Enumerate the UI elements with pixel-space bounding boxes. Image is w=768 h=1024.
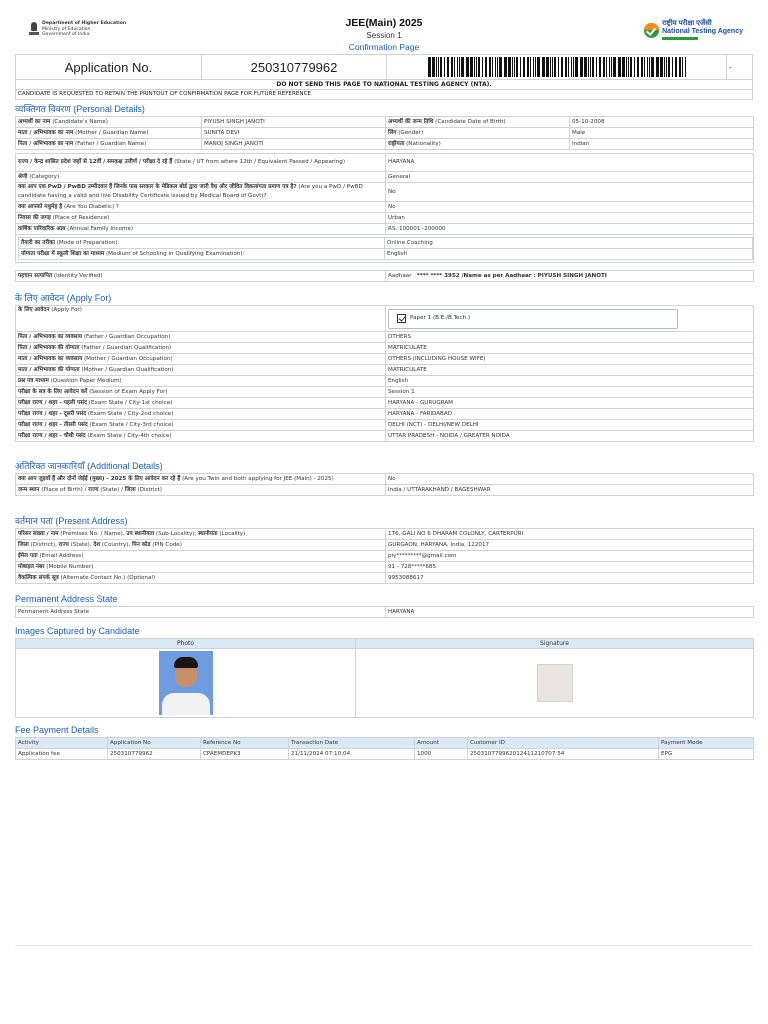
table-row	[16, 263, 754, 271]
barcode-bar	[428, 57, 431, 77]
spacer	[16, 263, 754, 271]
present-address-table	[15, 528, 754, 584]
field-label: अभ्यर्थी की जन्म तिथि (Candidate Date of Birth)	[386, 117, 570, 128]
field-label: जिला (District), राज्य (State), देश (Country), पिन कोड (PIN Code)	[16, 540, 386, 551]
field-label: परीक्षा राज्य / शहर - तीसरी पसंद (Exam State / City-3rd choice)	[16, 420, 386, 431]
barcode-bar	[664, 57, 665, 77]
barcode-bar	[565, 57, 567, 77]
annual-income: RS. 100001 -200000	[386, 224, 754, 235]
title-block	[15, 17, 753, 52]
table-row	[16, 183, 754, 202]
barcode-bar	[651, 57, 654, 77]
barcode-bar	[527, 57, 529, 77]
barcode-bar	[552, 57, 553, 77]
field-label: परीक्षा के सत्र के लिए आवेदन करें (Session of Exam Apply For)	[16, 387, 386, 398]
barcode-bar	[606, 57, 607, 77]
exam-title: JEE(Main) 2025	[345, 17, 423, 29]
barcode-bar	[644, 57, 645, 77]
place-of-residence: Urban	[386, 213, 754, 224]
place-of-birth: India / UTTARAKHAND / BAGESHWAR	[386, 485, 754, 496]
barcode-bar	[492, 57, 493, 77]
apply-for-value	[386, 306, 754, 332]
table-row	[16, 235, 754, 263]
city-choice-3: DELHI (NCT) - DELHI/NEW DELHI	[386, 420, 754, 431]
barcode-bar	[592, 57, 594, 77]
barcode-bar	[611, 57, 612, 77]
field-label: क्या आप एक PwD / PwBD उम्मीदवार हैं जिनके पास सरकार के मेडिकल बोर्ड द्वारा जारी वैध और जीवित विकलांगता प्रमाण पत्र है? (Are you a PwD / PwBD candidate having a valid and live Disability Certificate issued by Medical Board of Govt)?	[16, 183, 386, 202]
table-row	[16, 172, 754, 183]
field-label: क्या आप जुड़वाँ हैं और दोनों जेईई (मुख्य) - 2025 के लिए आवेदन कर रहे हैं (Are you Twin and both applying for JEE (Main) - 2025)	[16, 474, 386, 485]
fee-payment-table	[15, 737, 754, 760]
fee-table-body	[16, 749, 754, 760]
barcode-bar	[489, 57, 491, 77]
barcode-bar	[679, 57, 681, 77]
fee-column-header: Activity	[16, 738, 108, 749]
field-label: जन्म स्थान (Place of Birth) / राज्य (State) / जिला (District)	[16, 485, 386, 496]
barcode-bar	[575, 57, 578, 77]
table-row	[16, 485, 754, 496]
barcode-bar	[476, 57, 477, 77]
nta-hindi: राष्ट्रीय परीक्षा एजेंसी	[662, 20, 712, 27]
table-row	[16, 649, 754, 718]
candidate-photo	[159, 651, 213, 715]
signature-header: Signature	[356, 639, 754, 649]
barcode-bar	[558, 57, 559, 77]
barcode-bar	[508, 57, 511, 77]
barcode-image	[428, 57, 686, 77]
field-label: मोबाइल नंबर (Mobile Number)	[16, 562, 386, 573]
fee-cell: CPAEMDEPK3	[201, 749, 289, 760]
barcode-bar	[436, 57, 437, 77]
mother-qualification: MATRICULATE	[386, 365, 754, 376]
mother-occupation: OTHERS (INCLUDING HOUSE WIFE)	[386, 354, 754, 365]
barcode-bar	[451, 57, 453, 77]
field-label: परिसर संख्या / नाम (Premises No. / Name), उप स्थानीयता (Sub-Locality), स्थानीयता (Locality)	[16, 529, 386, 540]
field-label: के लिए आवेदन (Apply For)	[16, 306, 386, 332]
barcode-bar	[588, 57, 589, 77]
field-label: निवास की जगह (Place of Residence)	[16, 213, 386, 224]
barcode-bar	[447, 57, 449, 77]
field-label: पहचान सत्यापित (Identity Verified)	[16, 271, 386, 282]
barcode	[387, 55, 727, 79]
application-number-value: 250310779962	[202, 55, 387, 79]
barcode-bar	[660, 57, 663, 77]
barcode-bar	[533, 57, 534, 77]
barcode-bar	[628, 57, 629, 77]
table-row	[16, 365, 754, 376]
photo-cell	[16, 649, 356, 718]
city-choice-1: HARYANA - GURUGRAM	[386, 398, 754, 409]
fee-cell: Application fee	[16, 749, 108, 760]
city-choice-4: UTTAR PRADESH - NOIDA / GREATER NOIDA	[386, 431, 754, 442]
page-subtitle: Confirmation Page	[348, 42, 420, 52]
identity-verified: Aadhaar **** **** 3952 /Name as per Aadhaar : PIYUSH SINGH JANOTI	[386, 271, 754, 282]
barcode-bar	[603, 57, 605, 77]
field-label: माता / अभिभावक का व्यवसाय (Mother / Guardian Occupation)	[16, 354, 386, 365]
gender: Male	[570, 128, 754, 139]
exam-session: Session 1	[386, 387, 754, 398]
district-state-pin: GURGAON, HARYANA, India, 122017	[386, 540, 754, 551]
field-label: राष्ट्रीयता (Nationality)	[386, 139, 570, 150]
mobile-number: 91 - 728*****685	[386, 562, 754, 573]
field-label: माता / अभिभावक का नाम (Mother / Guardian Name)	[16, 128, 202, 139]
field-label: Permanent Address State	[16, 607, 386, 618]
father-occupation: OTHERS	[386, 332, 754, 343]
barcode-bar	[504, 57, 507, 77]
page-header	[15, 14, 753, 54]
field-label: श्रेणी (Category)	[16, 172, 386, 183]
barcode-bar	[672, 57, 673, 77]
barcode-bar	[626, 57, 627, 77]
mother-name: SUNITA DEVI	[202, 128, 386, 139]
field-label: परीक्षा राज्य / शहर - चौथी पसंद (Exam State / City-4th choice)	[16, 431, 386, 442]
permanent-address-table	[15, 606, 754, 618]
signature-cell	[356, 649, 754, 718]
apply-for-heading: के लिए आवेदन (Apply For)	[15, 293, 112, 303]
barcode-bar	[596, 57, 597, 77]
application-number-label: Application No.	[16, 55, 202, 79]
father-qualification: MATRICULATE	[386, 343, 754, 354]
additional-details-heading: अतिरिक्त जानकारियाँ (Additional Details)	[15, 461, 163, 471]
fee-column-header: Transaction Date	[289, 738, 415, 749]
notice-banner: DO NOT SEND THIS PAGE TO NATIONAL TESTING AGENCY (NTA).	[15, 80, 753, 90]
fee-column-header: Payment Mode	[659, 738, 754, 749]
fee-cell: 1000	[415, 749, 468, 760]
barcode-bar	[637, 57, 639, 77]
table-row	[16, 749, 754, 760]
barcode-bar	[641, 57, 643, 77]
moe-line1: Department of Higher Education	[42, 21, 127, 26]
fee-column-header: Application No	[108, 738, 201, 749]
barcode-bar	[457, 57, 458, 77]
personal-details-table-2	[15, 153, 754, 282]
paper-1-label: Paper 1 (B.E./B.Tech.)	[410, 315, 471, 321]
field-label: पिता / अभिभावक का नाम (Father / Guardian Name)	[16, 139, 202, 150]
table-row	[19, 249, 753, 260]
apply-for-table	[15, 305, 754, 442]
application-number-trailing: -	[729, 62, 732, 72]
nationality: Indian	[570, 139, 754, 150]
additional-details-table	[15, 473, 754, 496]
photo-header: Photo	[16, 639, 356, 649]
diabetic-status: No	[386, 202, 754, 213]
table-row	[16, 128, 754, 139]
nta-tagline-bar	[662, 37, 698, 40]
schooling-medium: English	[385, 249, 753, 260]
father-name: MANOJ SINGH JANOTI	[202, 139, 386, 150]
table-row	[16, 343, 754, 354]
barcode-bar	[630, 57, 632, 77]
candidate-name: PIYUSH SINGH JANOTI	[202, 117, 386, 128]
barcode-bar	[523, 57, 525, 77]
field-label: योग्यता परीक्षा में स्कूली शिक्षा का माध्यम (Medium of Schooling in Qualifying Examination):	[19, 249, 385, 260]
barcode-bar	[485, 57, 487, 77]
table-row	[16, 474, 754, 485]
table-row	[16, 551, 754, 562]
field-label: पिता / अभिभावक की योग्यता (Father / Guardian Qualification)	[16, 343, 386, 354]
field-label: लिंग (Gender)	[386, 128, 570, 139]
moe-line3: Government of India	[42, 32, 90, 37]
barcode-bar	[432, 57, 435, 77]
retain-notice: CANDIDATE IS REQUESTED TO RETAIN THE PRINTOUT OF CONFIRMATION PAGE FOR FUTURE REFERENCE.	[15, 90, 753, 100]
question-paper-medium: English	[386, 376, 754, 387]
candidate-dob: 05-10-2008	[570, 117, 754, 128]
fee-column-header: Reference No	[201, 738, 289, 749]
barcode-bar	[499, 57, 502, 77]
permanent-state: HARYANA	[386, 607, 754, 618]
permanent-address-heading: Permanent Address State	[15, 594, 118, 604]
fee-column-header: Customer ID	[468, 738, 659, 749]
barcode-bar	[482, 57, 483, 77]
barcode-bar	[590, 57, 591, 77]
table-row	[16, 224, 754, 235]
barcode-bar	[561, 57, 563, 77]
nta-english: National Testing Agency	[662, 28, 743, 35]
barcode-bar	[685, 57, 686, 77]
confirmation-page	[15, 14, 753, 760]
barcode-bar	[675, 57, 677, 77]
barcode-bar	[535, 57, 536, 77]
table-row	[16, 271, 754, 282]
fee-cell: 21/11/2024 07:10:04	[289, 749, 415, 760]
table-row	[16, 562, 754, 573]
barcode-bar	[580, 57, 583, 77]
table-row	[16, 139, 754, 150]
fee-cell: 250310779962	[108, 749, 201, 760]
fee-cell: EPG	[659, 749, 754, 760]
table-row	[16, 376, 754, 387]
field-label: वैकल्पिक संपर्क सूत्र (Alternate Contact No.) (Optional)	[16, 573, 386, 584]
table-row	[16, 354, 754, 365]
barcode-bar	[682, 57, 683, 77]
table-row	[16, 213, 754, 224]
twin-status: No	[386, 474, 754, 485]
barcode-bar	[571, 57, 572, 77]
application-number-row	[15, 54, 753, 80]
pwd-status: No	[386, 183, 754, 202]
barcode-bar	[470, 57, 473, 77]
table-row	[16, 431, 754, 442]
table-row	[16, 607, 754, 618]
table-row	[16, 409, 754, 420]
barcode-bar	[537, 57, 540, 77]
barcode-bar	[618, 57, 621, 77]
field-label: पिता / अभिभावक का व्यवसाय (Father / Guardian Occupation)	[16, 332, 386, 343]
fee-cell: 250310779962012411210707 54	[468, 749, 659, 760]
barcode-bar	[554, 57, 556, 77]
table-row	[19, 238, 753, 249]
qualifying-state: HARYANA	[386, 154, 754, 172]
barcode-bar	[584, 57, 587, 77]
premises: 176, GALI NO 6 DHARAM COLONLY, CARTERPURI	[386, 529, 754, 540]
barcode-bar	[495, 57, 496, 77]
table-row	[16, 202, 754, 213]
field-label: माता / अभिभावक की योग्यता (Mother / Guardian Qualification)	[16, 365, 386, 376]
field-label: परीक्षा राज्य / शहर - दूसरी पसंद (Exam State / City-2nd choice)	[16, 409, 386, 420]
barcode-bar	[656, 57, 659, 77]
barcode-bar	[568, 57, 569, 77]
alternate-contact: 9953088617	[386, 573, 754, 584]
barcode-bar	[438, 57, 439, 77]
field-label: ईमेल पता (Email Address)	[16, 551, 386, 562]
field-label: प्रश्न पत्र माध्यम (Question Paper Medium)	[16, 376, 386, 387]
table-row	[16, 306, 754, 332]
images-table	[15, 638, 754, 718]
barcode-bar	[599, 57, 601, 77]
barcode-bar	[497, 57, 498, 77]
table-row	[16, 398, 754, 409]
barcode-bar	[573, 57, 574, 77]
candidate-signature	[537, 664, 573, 702]
preparation-block	[16, 235, 754, 263]
nta-logo	[644, 20, 743, 40]
email-address: piy*********@gmail.com	[386, 551, 754, 562]
barcode-bar	[609, 57, 610, 77]
table-row	[16, 639, 754, 649]
table-header-row	[16, 738, 754, 749]
present-address-heading: वर्तमान पता (Present Address)	[15, 516, 128, 526]
barcode-bar	[478, 57, 480, 77]
footer-divider	[15, 945, 753, 946]
fee-details-heading: Fee Payment Details	[15, 725, 99, 735]
barcode-bar	[520, 57, 521, 77]
moe-line2: Ministry of Education	[42, 26, 91, 32]
field-label: अभ्यर्थी का नाम (Candidate's Name)	[16, 117, 202, 128]
barcode-bar	[550, 57, 551, 77]
table-row	[16, 529, 754, 540]
barcode-bar	[516, 57, 518, 77]
barcode-bar	[666, 57, 667, 77]
barcode-bar	[546, 57, 549, 77]
barcode-bar	[634, 57, 635, 77]
barcode-bar	[622, 57, 625, 77]
barcode-bar	[440, 57, 442, 77]
city-choice-2: HARYANA - FARIDABAD	[386, 409, 754, 420]
barcode-bar	[466, 57, 469, 77]
images-heading: Images Captured by Candidate	[15, 626, 140, 636]
barcode-bar	[474, 57, 475, 77]
barcode-bar	[512, 57, 513, 77]
field-label: परीक्षा राज्य / शहर - पहली पसंद (Exam State / City-1st choice)	[16, 398, 386, 409]
barcode-bar	[459, 57, 460, 77]
barcode-bar	[444, 57, 445, 77]
field-label: क्या आपको मधुमेह है (Are You Diabetic) ?	[16, 202, 386, 213]
preparation-table	[18, 237, 753, 260]
barcode-bar	[514, 57, 515, 77]
barcode-bar	[454, 57, 455, 77]
table-row	[16, 420, 754, 431]
mode-of-preparation: Online Coaching	[385, 238, 753, 249]
field-label: वार्षिक पारिवारिक आय (Annual Family Income)	[16, 224, 386, 235]
barcode-bar	[668, 57, 670, 77]
table-row	[16, 154, 754, 172]
barcode-bar	[530, 57, 531, 77]
table-row	[16, 540, 754, 551]
session-label: Session 1	[366, 31, 402, 40]
field-label: तैयारी का तरीका (Mode of Preparation):	[19, 238, 385, 249]
field-label: राज्य / केन्द्र शासित प्रदेश जहाँ से 12वीं / समकक्ष उत्तीर्ण / परीक्षा दे रहे हैं (State / UT from where 12th / Equivalent Passed / Appearing)	[16, 154, 386, 172]
barcode-bar	[542, 57, 545, 77]
checkbox-checked-icon	[397, 314, 406, 323]
table-row	[16, 117, 754, 128]
table-row	[16, 387, 754, 398]
paper-1-checkbox[interactable]	[388, 309, 678, 329]
barcode-bar	[649, 57, 650, 77]
personal-details-heading: व्यक्तिगत विवरण (Personal Details)	[15, 104, 145, 114]
barcode-bar	[613, 57, 616, 77]
table-row	[16, 332, 754, 343]
nta-check-icon	[644, 23, 659, 38]
barcode-bar	[461, 57, 464, 77]
barcode-bar	[647, 57, 648, 77]
fee-column-header: Amount	[415, 738, 468, 749]
personal-details-table	[15, 116, 754, 150]
category: General	[386, 172, 754, 183]
table-row	[16, 573, 754, 584]
